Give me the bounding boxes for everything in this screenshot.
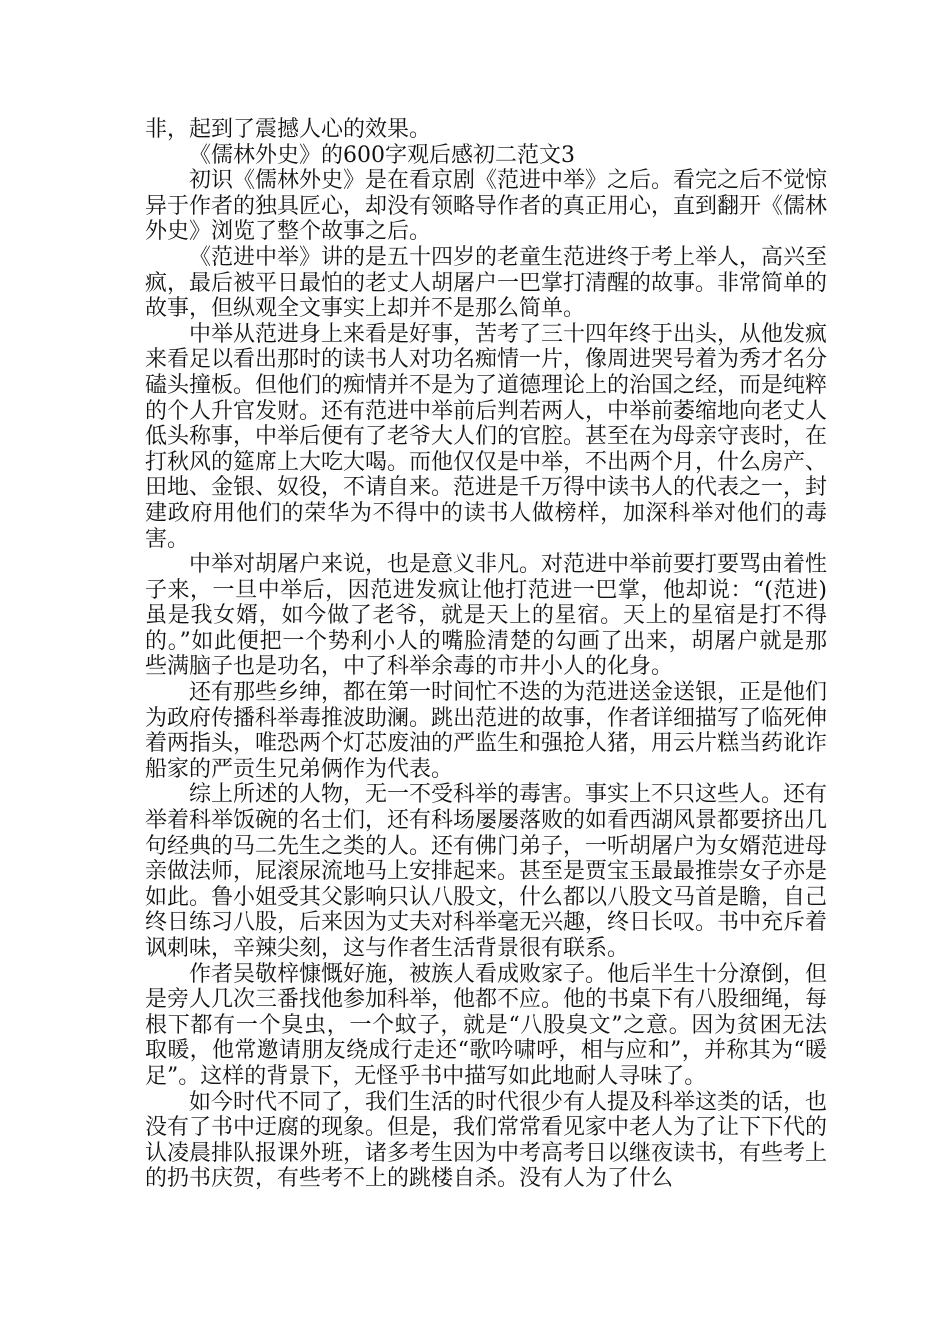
paragraph: 综上所述的人物，无一不受科举的毒害。事实上不只这些人。还有举着科举饭碗的名士们，还有科场屡屡落败的如看西湖风景都要挤出几句经典的马二先生之类的人。还有佛门弟子，一听胡屠户为女婿范进母亲做法师，屁滚尿流地马上安排起来。甚至是贾宝玉最最推崇女子亦是如此。鲁小姐受其父影响只认八股文，什么都以八股文马首是瞻，自己终日练习八股，后来因为丈夫对科举毫无兴趣，终日长叹。书中充斥着讽刺味，辛辣尖刻，这与作者生活背景很有联系。: [145, 782, 828, 961]
paragraph: 作者吴敬梓慷慨好施，被族人看成败家子。他后半生十分潦倒，但是旁人几次三番找他参加科举，他都不应。他的书桌下有八股细绳，每根下都有一个臭虫，一个蚊子，就是“八股臭文”之意。因为贫困无法取暖，他常邀请朋友绕成行走还“歌吟啸呼，相与应和”，并称其为“暖足”。这样的背景下，无怪乎书中描写如此地耐人寻味了。: [145, 961, 828, 1089]
paragraph: 还有那些乡绅，都在第一时间忙不迭的为范进送金送银，正是他们为政府传播科举毒推波助澜。跳出范进的故事，作者详细描写了临死伸着两指头，唯恐两个灯芯废油的严监生和强抢人猪，用云片糕当药讹诈船家的严贡生兄弟俩作为代表。: [145, 680, 828, 782]
paragraph: 中举对胡屠户来说，也是意义非凡。对范进中举前要打要骂由着性子来，一旦中举后，因范进发疯让他打范进一巴掌，他却说：“(范进)虽是我女婿，如今做了老爷，就是天上的星宿。天上的星宿是打不得的。”如此便把一个势利小人的嘴脸清楚的勾画了出来，胡屠户就是那些满脑子也是功名，中了科举余毒的市井小人的化身。: [145, 552, 828, 680]
paragraph: 如今时代不同了，我们生活的时代很少有人提及科举这类的话，也没有了书中迂腐的现象。但是，我们常常看见家中老人为了让下下代的认凌晨排队报课外班，诸多考生因为中考高考日以继夜读书，有些考上的扔书庆贺，有些考不上的跳楼自杀。没有人为了什么: [145, 1089, 828, 1192]
paragraph: 初识《儒林外史》是在看京剧《范进中举》之后。看完之后不觉惊异于作者的独具匠心，却没有领略导作者的真正用心，直到翻开《儒林外史》浏览了整个故事之后。: [145, 168, 828, 245]
paragraph-continuation: 非，起到了震撼人心的效果。: [145, 117, 432, 142]
section-heading: 《儒林外史》的600字观后感初二范文3: [189, 142, 575, 168]
paragraph: 中举从范进身上来看是好事，苦考了三十四年终于出头，从他发疯来看足以看出那时的读书人对功名痴情一片，像周进哭号着为秀才名分磕头撞板。但他们的痴情并不是为了道德理论上的治国之经，而是纯粹的个人升官发财。还有范进中举前后判若两人，中举前萎缩地向老丈人低头称事，中举后便有了老爷大人们的官腔。甚至在为母亲守丧时，在打秋风的筵席上大吃大喝。而他仅仅是中举，不出两个月，什么房产、田地、金银、奴役，不请自来。范进是千万得中读书人的代表之一，封建政府用他们的荣华为不得中的读书人做榜样，加深科举对他们的毒害。: [145, 321, 828, 552]
paragraph: 《范进中举》讲的是五十四岁的老童生范进终于考上举人，高兴至疯，最后被平日最怕的老丈人胡屠户一巴掌打清醒的故事。非常简单的故事，但纵观全文事实上却并不是那么简单。: [145, 244, 828, 322]
document-body: [145, 117, 827, 1192]
